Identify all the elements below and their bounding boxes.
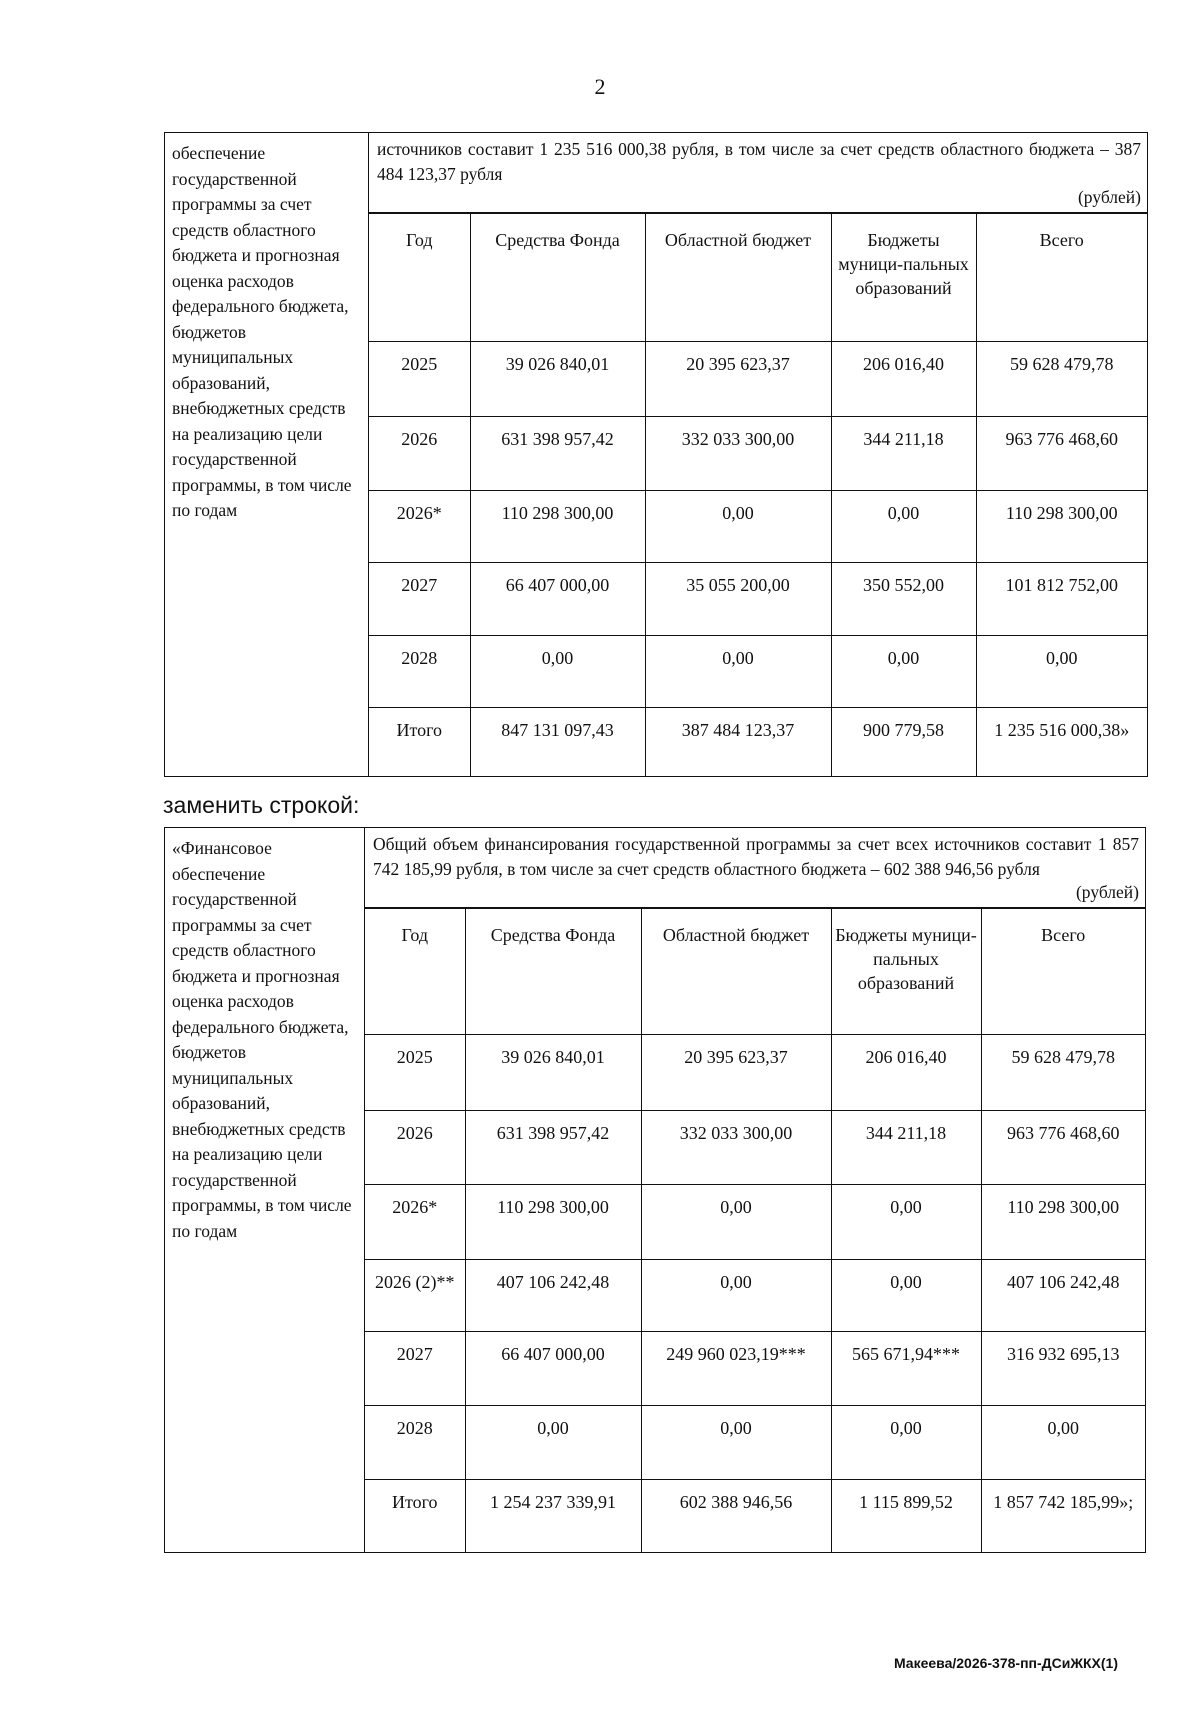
- amount-cell: 110 298 300,00: [976, 490, 1147, 562]
- amount-cell: 59 628 479,78: [981, 1034, 1145, 1110]
- header-cell: Всего: [981, 908, 1145, 1034]
- old-program-row: [164, 132, 1148, 777]
- table-row: [365, 1331, 1145, 1405]
- table-row: [365, 1110, 1145, 1184]
- amount-cell: 35 055 200,00: [645, 562, 831, 635]
- header-cell: Бюджеты муници-пальных образований: [831, 908, 981, 1034]
- amount-cell: 0,00: [641, 1405, 831, 1479]
- new-unit-label: (рублей): [1075, 882, 1139, 902]
- amount-cell: 407 106 242,48: [465, 1259, 641, 1331]
- new-row-content: [365, 828, 1146, 1553]
- amount-cell: 332 033 300,00: [645, 416, 831, 490]
- amount-cell: 249 960 023,19***: [641, 1331, 831, 1405]
- amount-cell: 0,00: [465, 1405, 641, 1479]
- amount-cell: 0,00: [831, 635, 976, 707]
- year-cell: Итого: [369, 707, 470, 776]
- year-cell: 2027: [369, 562, 470, 635]
- new-program-row: [164, 827, 1146, 1553]
- amount-cell: 20 395 623,37: [641, 1034, 831, 1110]
- amount-cell: 0,00: [641, 1184, 831, 1259]
- amount-cell: 0,00: [645, 635, 831, 707]
- amount-cell: 565 671,94***: [831, 1331, 981, 1405]
- amount-cell: 110 298 300,00: [981, 1184, 1145, 1259]
- header-cell: Бюджеты муници-пальных образований: [831, 213, 976, 341]
- old-unit-label: (рублей): [1077, 187, 1141, 207]
- amount-cell: 101 812 752,00: [976, 562, 1147, 635]
- amount-cell: 0,00: [641, 1259, 831, 1331]
- amount-cell: 350 552,00: [831, 562, 976, 635]
- amount-cell: 387 484 123,37: [645, 707, 831, 776]
- amount-cell: 316 932 695,13: [981, 1331, 1145, 1405]
- amount-cell: 1 115 899,52: [831, 1479, 981, 1552]
- amount-cell: 963 776 468,60: [976, 416, 1147, 490]
- table-row: [369, 707, 1147, 776]
- amount-cell: 110 298 300,00: [470, 490, 645, 562]
- old-intro-text: источников составит 1 235 516 000,38 рубля, в том числе за счет средств областного бюджета – 387 484 123,37 рубля: [377, 139, 1141, 184]
- document-footer: Макеева/2026-378-пп-ДСиЖКХ(1): [893, 1655, 1118, 1671]
- amount-cell: 39 026 840,01: [465, 1034, 641, 1110]
- replace-caption: заменить строкой:: [163, 792, 360, 818]
- amount-cell: 900 779,58: [831, 707, 976, 776]
- amount-cell: 1 857 742 185,99»;: [981, 1479, 1145, 1552]
- year-cell: 2026*: [369, 490, 470, 562]
- amount-cell: 0,00: [831, 1405, 981, 1479]
- amount-cell: 631 398 957,42: [470, 416, 645, 490]
- table-header-row: [369, 213, 1147, 341]
- amount-cell: 110 298 300,00: [465, 1184, 641, 1259]
- year-cell: 2028: [369, 635, 470, 707]
- year-cell: 2026*: [365, 1184, 465, 1259]
- table-row: [365, 1184, 1145, 1259]
- header-cell: Год: [365, 908, 465, 1034]
- year-cell: 2026: [365, 1110, 465, 1184]
- table-row: [369, 490, 1147, 562]
- table-header-row: [365, 908, 1145, 1034]
- table-row: [369, 635, 1147, 707]
- amount-cell: 20 395 623,37: [645, 341, 831, 416]
- old-row-label: обеспечение государственной программы за счет средств областного бюджета и прогнозная оценка расходов федерального бюджета, бюджетов муниципальных образований, внебюджетных средств на реализацию цели государственной программы, в том числе по годам: [165, 133, 369, 777]
- amount-cell: 602 388 946,56: [641, 1479, 831, 1552]
- amount-cell: 963 776 468,60: [981, 1110, 1145, 1184]
- amount-cell: 344 211,18: [831, 416, 976, 490]
- old-row-content: [369, 133, 1148, 777]
- table-row: [369, 562, 1147, 635]
- new-finance-table: [365, 907, 1145, 1552]
- amount-cell: 66 407 000,00: [470, 562, 645, 635]
- header-cell: Год: [369, 213, 470, 341]
- amount-cell: 0,00: [470, 635, 645, 707]
- new-intro-text: Общий объем финансирования государственной программы за счет всех источников составит 1 857 742 185,99 рубля, в том числе за счет средств областного бюджета – 602 388 946,56 рубля: [373, 834, 1139, 879]
- amount-cell: 0,00: [831, 490, 976, 562]
- header-cell: Средства Фонда: [470, 213, 645, 341]
- amount-cell: 0,00: [976, 635, 1147, 707]
- amount-cell: 39 026 840,01: [470, 341, 645, 416]
- header-cell: Средства Фонда: [465, 908, 641, 1034]
- new-row-label: «Финансовое обеспечение государственной программы за счет средств областного бюджета и прогнозная оценка расходов федерального бюджета, бюджетов муниципальных образований, внебюджетных средств на реализацию цели государственной программы, в том числе по годам: [165, 828, 365, 1553]
- table-row: [369, 341, 1147, 416]
- amount-cell: 407 106 242,48: [981, 1259, 1145, 1331]
- header-cell: Всего: [976, 213, 1147, 341]
- amount-cell: 0,00: [645, 490, 831, 562]
- table-row: [365, 1259, 1145, 1331]
- amount-cell: 1 254 237 339,91: [465, 1479, 641, 1552]
- table-row: [365, 1479, 1145, 1552]
- year-cell: 2026: [369, 416, 470, 490]
- amount-cell: 344 211,18: [831, 1110, 981, 1184]
- year-cell: 2025: [369, 341, 470, 416]
- amount-cell: 66 407 000,00: [465, 1331, 641, 1405]
- amount-cell: 0,00: [831, 1184, 981, 1259]
- year-cell: Итого: [365, 1479, 465, 1552]
- table-row: [365, 1405, 1145, 1479]
- header-cell: Областной бюджет: [645, 213, 831, 341]
- amount-cell: 847 131 097,43: [470, 707, 645, 776]
- year-cell: 2028: [365, 1405, 465, 1479]
- amount-cell: 206 016,40: [831, 341, 976, 416]
- amount-cell: 332 033 300,00: [641, 1110, 831, 1184]
- amount-cell: 1 235 516 000,38»: [976, 707, 1147, 776]
- header-cell: Областной бюджет: [641, 908, 831, 1034]
- amount-cell: 0,00: [831, 1259, 981, 1331]
- table-row: [365, 1034, 1145, 1110]
- year-cell: 2026 (2)**: [365, 1259, 465, 1331]
- table-row: [369, 416, 1147, 490]
- year-cell: 2027: [365, 1331, 465, 1405]
- old-finance-table: [369, 212, 1147, 776]
- amount-cell: 206 016,40: [831, 1034, 981, 1110]
- amount-cell: 0,00: [981, 1405, 1145, 1479]
- amount-cell: 631 398 957,42: [465, 1110, 641, 1184]
- page-number: 2: [594, 74, 606, 99]
- year-cell: 2025: [365, 1034, 465, 1110]
- amount-cell: 59 628 479,78: [976, 341, 1147, 416]
